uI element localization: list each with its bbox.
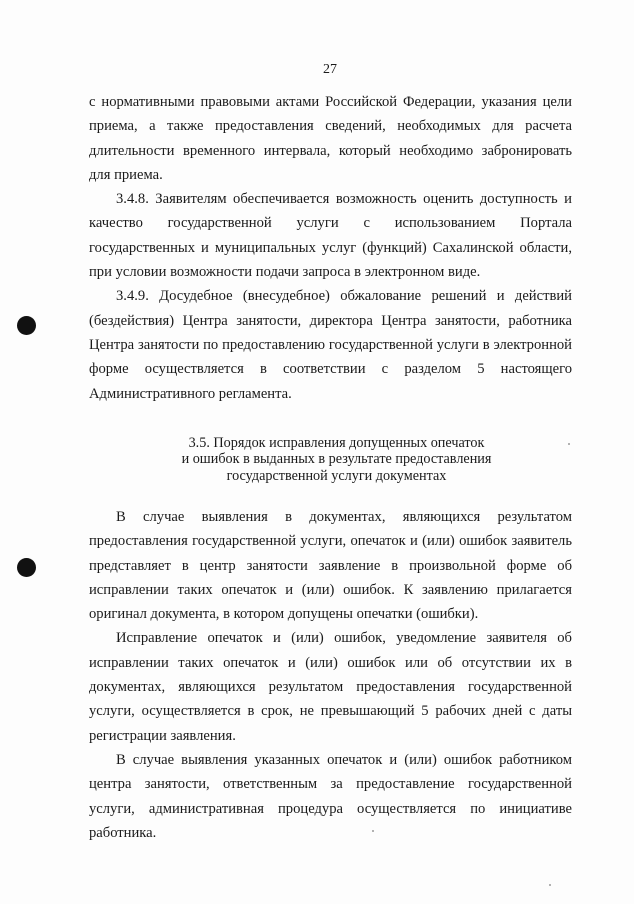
punch-hole-bottom: [17, 558, 36, 577]
scan-speck: [568, 443, 570, 445]
punch-hole-top: [17, 316, 36, 335]
text-block-bottom: [89, 505, 572, 845]
section-heading-line-1: 3.5. Порядок исправления допущенных опечаток: [188, 435, 485, 451]
scan-speck: [372, 830, 374, 832]
paragraph-3-4-9: 3.4.9. Досудебное (внесудебное) обжалование решений и действий (бездействия) Центра занятости, директора Центра занятости, работника Центра занятости по предоставлению государственной услуги в электронной форме осуществляется в соответствии с разделом 5 настоящего Административного регламента.: [89, 288, 572, 402]
text-block-top: [89, 90, 572, 406]
paragraph-employee-initiative: В случае выявления указанных опечаток и (или) ошибок работником центра занятости, ответственным за предоставление государственной услуги, административная процедура осуществляется по инициативе работника.: [89, 751, 572, 841]
page-number: 27: [323, 62, 337, 77]
section-heading-line-2: и ошибок в выданных в результате предоставления: [181, 451, 492, 468]
scan-speck: [549, 884, 551, 886]
paragraph-correction-term: Исправление опечаток и (или) ошибок, уведомление заявителя об исправлении таких опечаток и (или) ошибок или об отсутствии их в документах, являющихся результатом предоставления государственной услуги, осуществляется в срок, не превышающий 5 рабочих дней с даты регистрации заявления.: [89, 630, 572, 744]
paragraph-errors-detected: В случае выявления в документах, являющихся результатом предоставления государственной услуги, опечаток и (или) ошибок заявитель представляет в центр занятости заявление в произвольной форме об исправлении таких опечаток и (или) ошибок. К заявлению прилагается оригинал документа, в котором допущены опечатки (ошибки).: [89, 509, 572, 623]
section-heading-line-3: государственной услуги документах: [226, 467, 447, 484]
paragraph-continuation: с нормативными правовыми актами Российской Федерации, указания цели приема, а также предоставления сведений, необходимых для расчета длительности временного интервала, который необходимо забронировать для приема.: [89, 94, 572, 183]
section-heading: [89, 435, 572, 484]
paragraph-3-4-8: 3.4.8. Заявителям обеспечивается возможность оценить доступность и качество государственной услуги с использованием Портала государственных и муниципальных услуг (функций) Сахалинской области, при условии возможности подачи запроса в электронном виде.: [89, 191, 572, 281]
